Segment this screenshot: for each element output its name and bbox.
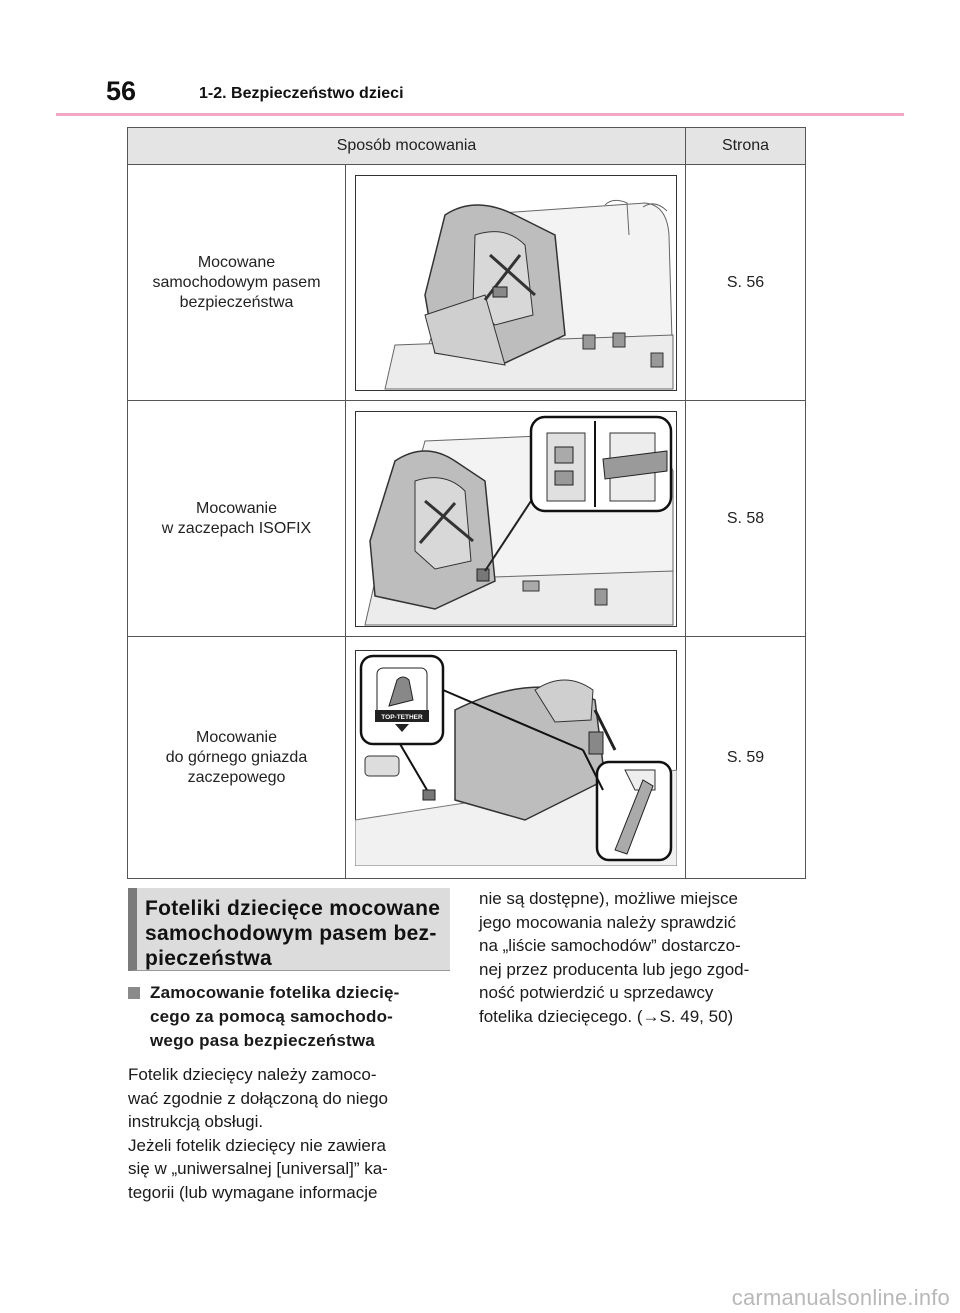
header-divider [56, 113, 904, 116]
section-heading-box [128, 888, 450, 971]
subheading-block [128, 981, 452, 1053]
isofix-child-seat-illustration [355, 411, 677, 627]
paragraph-left: Fotelik dziecięcy należy zamoco- wać zgodnie z dołączoną do niego instrukcją obsługi. Jeżeli fotelik dziecięcy nie zawiera się w „uniwersalnej [universal]” ka- tegorii (lub wymagane informacje [128, 1065, 388, 1202]
subheading: Zamocowanie fotelika dziecię- cego za pomocą samochodo- wego pasa bezpieczeństwa [150, 983, 400, 1050]
page-reference: S. 56 [686, 165, 806, 401]
figure-cell [346, 637, 686, 879]
method-label: Mocowanie w zaczepach ISOFIX [128, 401, 346, 637]
figure-cell [346, 401, 686, 637]
method-label: Mocowane samochodowym pasem bezpieczeństwa [128, 165, 346, 401]
mounting-methods-table [127, 127, 806, 879]
figure-cell [346, 165, 686, 401]
top-tether-icon-label: TOP-TETHER [380, 713, 423, 721]
watermark: carmanualsonline.info [731, 1285, 950, 1310]
method-label: Mocowanie do górnego gniazda zaczepowego [128, 637, 346, 879]
page-reference: S. 58 [686, 401, 806, 637]
seatbelt-child-seat-illustration [355, 175, 677, 391]
table-row [128, 637, 806, 879]
section-heading: Foteliki dziecięce mocowane samochodowym pasem bez- pieczeństwa [145, 897, 441, 970]
section-title: 1-2. Bezpieczeństwo dzieci [199, 85, 404, 102]
table-header-row [128, 128, 806, 165]
table-row [128, 401, 806, 637]
square-bullet-icon [128, 987, 140, 999]
paragraph-right: nie są dostępne), możliwe miejsce jego mocowania należy sprawdzić na „liście samochodów” dostarczo- nej przez producenta lub jego zgod- ność potwierdzić u sprzedawcy fotelika dziecięcego. (→S. 49, 50) [479, 889, 750, 1026]
column-header-method: Sposób mocowania [128, 128, 686, 165]
page-reference: S. 59 [686, 637, 806, 879]
table-row [128, 165, 806, 401]
top-tether-illustration [355, 650, 677, 866]
page-number: 56 [106, 76, 137, 106]
column-header-page: Strona [686, 128, 806, 165]
